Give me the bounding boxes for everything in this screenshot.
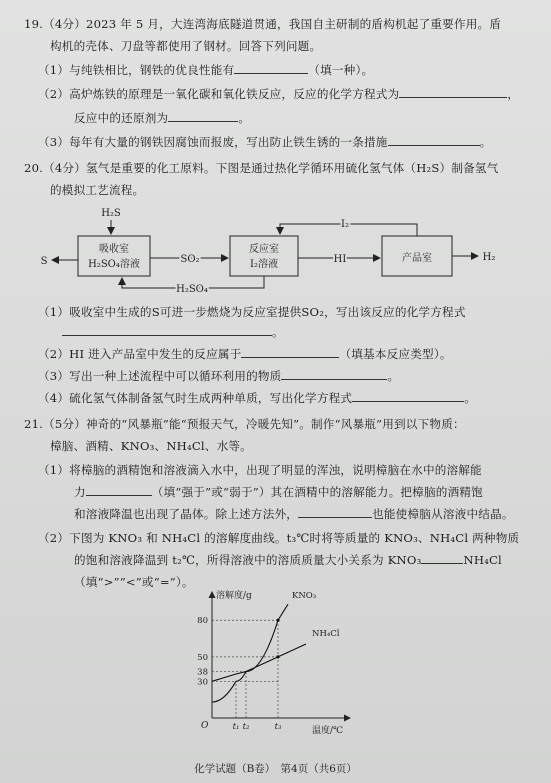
q21-part1-blank1[interactable] [86,485,152,496]
hi-label: HI [333,254,347,265]
q19-part2b [74,110,250,126]
absorption-chamber-label: 吸收室 [99,244,129,255]
q19-part3-tail: 。 [479,135,492,149]
h2s-label: H₂S [101,208,121,219]
chart-series [212,591,340,702]
q21-part2-tail: NH₄Cl [463,553,502,567]
q20-part3 [38,368,399,384]
q21-part1-line3 [74,506,514,522]
h2-label: H₂ [482,252,496,263]
q20-part1: （1）吸收室中生成的S可进一步燃烧为反应室提供SO₂，写出该反应的化学方程式 [38,305,466,319]
absorption-chamber-box [78,236,150,276]
h2so4-label: H₂SO₄ [176,284,208,295]
q19-part1 [38,62,373,78]
q19-part2b-blank[interactable] [168,111,238,122]
origin-label: O [201,721,209,731]
q20-part4-blank[interactable] [352,391,464,402]
q20-part1-tail: 。 [272,325,284,339]
s-label: S [40,256,48,267]
x-tick-label: t₃ [274,722,282,732]
q21-part1-tail: （填“强于”或“弱于”）其在酒精中的溶解能力。把樟脑的酒精饱 [151,485,483,499]
q20-part2-text: （2）HI 进入产品室中发生的反应属于 [38,347,242,361]
y-tick-label: 50 [197,652,208,663]
q21-part1-line1: （1）将樟脑的酒精饱和溶液滴入水中，出现了明显的浑浊，说明樟脑在水中的溶解能 [38,463,482,477]
q19-part1-blank[interactable] [234,63,308,74]
q19-part2-tail: ， [507,87,520,101]
q20-part3-tail: 。 [387,369,400,383]
q21-part2-line2 [74,552,502,568]
chart-guides [212,620,278,718]
so2-label: SO₂ [180,254,200,265]
reaction-chamber-box [230,236,298,276]
chart-ticks [197,616,282,732]
q19-title: 19.（4分）2023 年 5 月，大连湾海底隧道贯通，我国自主研制的盾构机起了重要作用。盾 [24,17,502,31]
q19-part2b-text: 反应中的还原剂为 [74,111,169,125]
q21-part2-line1: （2）下图为 KNO₃ 和 NH₄Cl 的溶解度曲线。t₃℃时将等质量的 KNO₃、NH₄Cl 两种物质 [38,531,520,545]
q21-part1c-head: 和溶液降温也出现了晶体。除上述方法外， [74,507,299,521]
x-tick-label: t₁ [232,722,240,732]
q20-part3-text: （3）写出一种上述流程中可以循环利用的物质 [38,369,282,383]
q19-part3-text: （3）每年有大量的钢铁因腐蚀而报废，写出防止铁生锈的一条措施 [38,135,388,149]
q21-title-line2: 樟脑、酒精、KNO₃、NH₄Cl、水等。 [50,439,252,453]
q21-title: 21.（5分）神奇的“风暴瓶”能“预报天气，冷暖先知”。制作“风暴瓶”用到以下物质： [24,417,465,431]
q20-part3-blank[interactable] [281,369,387,380]
absorption-chamber-solution: H₂SO₄溶液 [88,259,140,270]
q21-part2-line3: （填“>”“<”或“=”）。 [74,575,194,589]
q19-title-line2: 构机的壳体、刀盘等都使用了钢材。回答下列问题。 [50,39,322,53]
q19-part3 [38,134,491,150]
q19-part3-blank[interactable] [388,135,480,146]
q20-part2 [38,346,452,362]
y-tick-label: 38 [197,667,208,678]
q20-part1-blank[interactable] [62,325,272,336]
q19-part2-text: （2）高炉炼铁的原理是一氧化碳和氧化铁反应，反应的化学方程式为 [38,87,400,101]
solubility-chart [190,588,370,740]
q20-part2-blank[interactable] [241,347,339,358]
q19-part2-blank[interactable] [399,87,507,98]
series-line-0 [212,604,288,702]
x-tick-label: t₂ [242,722,250,732]
q21-part1-line2 [74,484,483,500]
q20-part4-text: （4）硫化氢气体制备氢气时生成两种单质，写出化学方程式 [38,391,353,405]
q21-part2-blank[interactable] [421,553,463,564]
q20-part1-answer [62,324,284,340]
y-axis-label: 溶解度/g [216,591,252,601]
y-tick-label: 80 [197,616,208,627]
q19-part2b-tail: 。 [238,111,251,125]
series-label-1: NH₄Cl [312,629,340,640]
y-tick-label: 30 [197,677,208,688]
q20-part4 [38,390,476,406]
h2s-process-diagram [0,200,551,300]
x-axis-label: 温度/℃ [312,726,344,736]
q20-title-line2: 的模拟工艺流程。 [50,183,145,197]
series-point-1 [276,655,279,658]
reaction-chamber-label: 反应室 [249,244,279,255]
q20-part4-tail: 。 [464,391,477,405]
q19-part1-tail: （填一种）。 [308,63,374,77]
page-footer: 化学试题（B卷） 第4页（共6页） [194,763,357,775]
product-chamber-label: 产品室 [402,253,432,264]
i2-label: I₂ [341,219,349,230]
q19-part1-text: （1）与纯铁相比，钢铁的优良性能有 [38,63,235,77]
q21-part1-head: 力 [74,485,86,499]
q20-title: 20.（4分）氢气是重要的化工原料。下图是通过热化学循环用硫化氢气体（H₂S）制备氢气 [24,161,499,175]
series-point-0 [276,619,279,622]
q21-part2-head: 的饱和溶液降温到 t₂℃，所得溶液中的溶质质量大小关系为 KNO₃ [74,553,422,567]
series-label-0: KNO₃ [292,591,317,602]
q21-part1c-tail: 也能使樟脑从溶液中结晶。 [372,507,514,521]
q20-part2-tail: （填基本反应类型）。 [339,347,452,361]
q21-part1-blank2[interactable] [298,507,372,518]
reaction-chamber-solution: I₂溶液 [250,259,278,270]
q19-part2 [38,86,519,102]
